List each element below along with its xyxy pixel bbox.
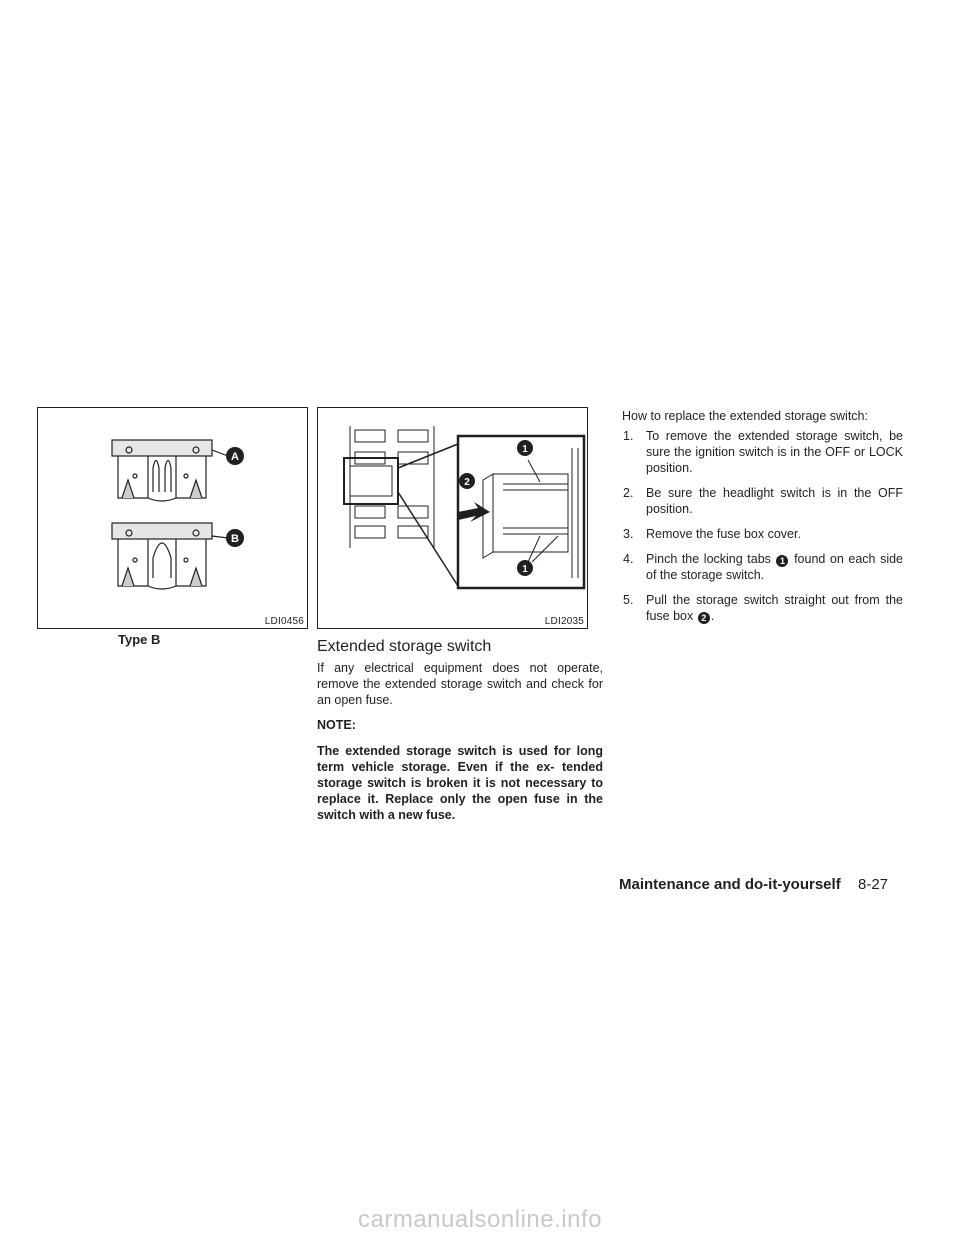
callout-2-marker: 2 bbox=[698, 612, 710, 624]
footer-section-title: Maintenance and do-it-yourself bbox=[619, 876, 841, 893]
figure-code: LDI0456 bbox=[264, 616, 304, 627]
watermark: carmanualsonline.info bbox=[358, 1206, 602, 1233]
note-label: NOTE: bbox=[317, 718, 356, 732]
callout-1-marker: 1 bbox=[776, 555, 788, 567]
fuse-illustration bbox=[38, 408, 308, 629]
procedure-intro: How to replace the extended storage switch: bbox=[622, 409, 868, 423]
step-item: 1. To remove the extended storage switch, be sure the ignition switch is in the OFF or LOCK position. bbox=[623, 429, 903, 475]
figure-code: LDI2035 bbox=[544, 616, 584, 627]
storage-switch-figure bbox=[317, 407, 588, 629]
fuse-a-drawing bbox=[112, 440, 228, 501]
svg-text:1: 1 bbox=[522, 564, 528, 575]
step-item: 5. Pull the storage switch straight out from the fuse box 2 . bbox=[623, 593, 903, 623]
section-title: Extended storage switch bbox=[317, 638, 492, 655]
note-text: The extended storage switch is used for long term vehicle storage. Even if the ex- tended storage switch is broken it is not necessary to replace it. Replace only the open fuse in the switch with a new fuse. bbox=[317, 744, 603, 822]
svg-text:1: 1 bbox=[522, 444, 528, 455]
step-item: 4. Pinch the locking tabs 1 found on each side of the storage switch. bbox=[623, 552, 903, 582]
figure-caption: Type B bbox=[118, 632, 161, 647]
storage-switch-illustration bbox=[318, 408, 588, 629]
step-item: 3. Remove the fuse box cover. bbox=[623, 527, 801, 541]
fuse-figure bbox=[37, 407, 308, 629]
svg-text:2: 2 bbox=[464, 477, 470, 488]
section-body: If any electrical equipment does not operate, remove the extended storage switch and check for an open fuse. bbox=[317, 661, 603, 707]
label-b: B bbox=[231, 533, 239, 545]
fuse-b-drawing bbox=[112, 523, 228, 589]
step-item: 2. Be sure the headlight switch is in the OFF position. bbox=[623, 486, 903, 516]
page-number: 8-27 bbox=[858, 876, 889, 893]
label-a: A bbox=[231, 451, 239, 463]
procedure-steps bbox=[613, 428, 903, 633]
